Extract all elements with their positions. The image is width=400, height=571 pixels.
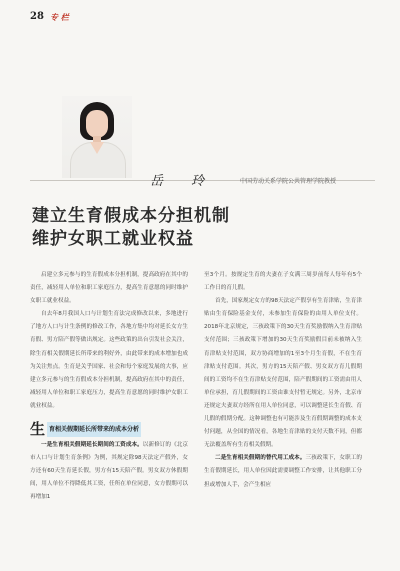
paragraph: 自去年8月我国人口与计划生育法完成修改以来，多地进行了地方人口与计生条例的修改工作，各地方集中均对延长女方生育假、男方陪产假等做出规定。这些政策的出台引发社会关注，除生育相关假期延长所带来的利好外，由此带来的成本增加也成为关注焦点。生育是关乎国家、社会和每个家庭发展的大事，应建立多元参与的生育假成本分担机制，提高政府在其中的责任，减轻用人单位和职工家庭压力，提高生育意愿的同时维护女职工就业权益。 <box>30 311 188 409</box>
paragraph: 至3个月。按规定生育的夫妻在子女满三周岁前每人每年有5个工作日的育儿假。 <box>204 272 362 292</box>
body-column-left <box>30 269 188 505</box>
paragraph <box>30 439 188 504</box>
paragraph-lead: 一是生育相关假期延长期间的工资成本。 <box>41 442 143 449</box>
headline-line-1: 建立生育假成本分担机制 <box>32 206 230 226</box>
author-name: 岳 玲 <box>150 174 217 189</box>
author-title: 中国劳动关系学院公共管理学院教授 <box>240 178 337 185</box>
subhead-initial: 生 <box>30 420 46 439</box>
paragraph-rest: 三孩政策下，女职工的生育假期延长，用人单位因此需要调整工作安排，让其他职工分担或增加人手，会产生相应 <box>204 455 362 488</box>
body-column-right <box>204 269 362 492</box>
article-headline <box>32 205 230 251</box>
paragraph: 首先，国家规定女方的98天法定产假享有生育津贴，生育津贴由生育保险基金支付，未参加生育保险的由用人单位支付。2018年北京规定，三孩政策下的30天生育奖励假纳入生育津贴支付范围；三孩政策下增加的30天生育奖励假目前未被纳入生育津贴支付范围，双方协商增加的1至3个月生育假，不在生育津贴支付范围。其次，男方的15天陪产假、男女双方育儿假期间的工资均不在生育津贴支付范围，陪产假期间的工资需由用人单位承担，育儿假期间的工资由谁支付暂无规定。另外，北京市还规定夫妻双方经所在用人单位同意，可以调整延长生育假、育儿假的假期分配。这种调整也有可能涉及生育假期调整的成本支付问题，从全国的情况看，各地生育津贴的支付天数不同，但都无法覆盖所有生育相关假期。 <box>204 298 362 449</box>
subhead-text: 育相关假期延长所带来的成本分析 <box>47 422 141 437</box>
headline-line-2: 维护女职工就业权益 <box>32 229 194 249</box>
paragraph-lead: 二是生育相关假期的替代用工成本。 <box>215 455 306 462</box>
section-tag: 专 栏 <box>50 13 69 22</box>
page-number: 28 <box>30 11 44 22</box>
paragraph-rest: 以新修订的《北京市人口与计划生育条例》为例，其规定除98天法定产假外，女方还有60天生育延长假，男方有15天陪产假。男女双方休假期间，用人单位不得降低其工资，任所在单位同意，女方假期可以再增加1 <box>30 442 188 501</box>
paragraph: 启建立多元参与的生育假成本分担机制，提高政府在其中的责任，减轻用人单位和职工家庭压力，提高生育意愿的同时维护女职工就业权益。 <box>30 272 188 305</box>
section-subhead <box>30 421 188 437</box>
author-photo <box>62 96 132 178</box>
paragraph <box>204 452 362 491</box>
